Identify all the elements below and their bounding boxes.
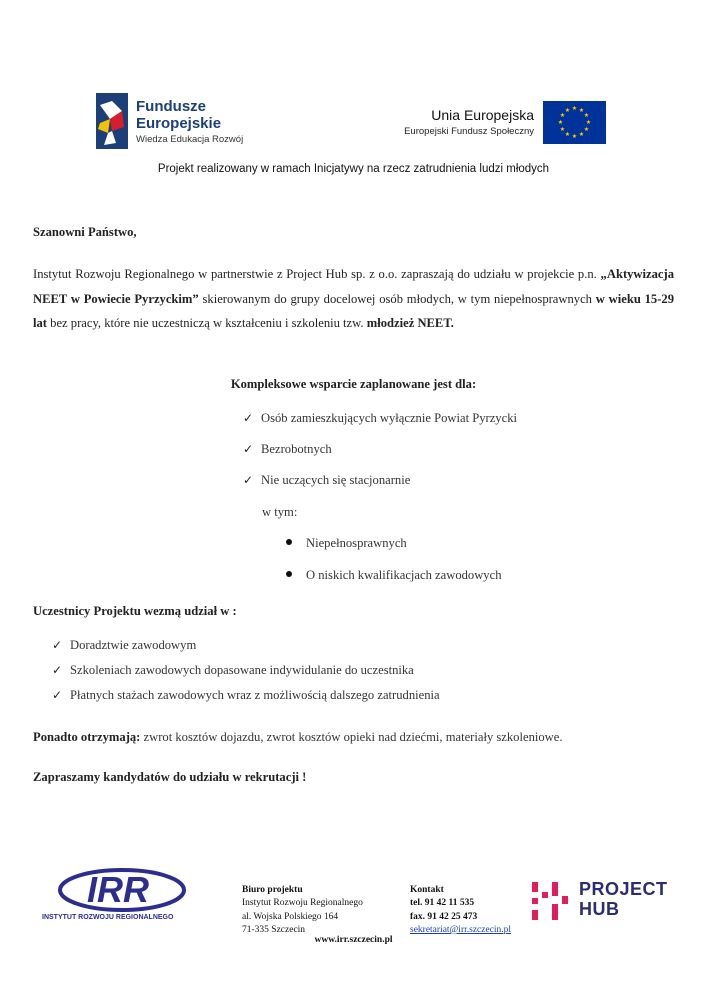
irr-name: INSTYTUT ROZWOJU REGIONALNEGO	[42, 914, 174, 921]
irr-logo	[40, 862, 190, 926]
svg-text:★: ★	[571, 133, 578, 140]
in-that-label: w tym:	[262, 505, 298, 519]
greeting: Szanowni Państwo,	[33, 225, 137, 239]
checkmark-icon: ✓	[52, 688, 63, 702]
closing-line: Zapraszamy kandydatów do udziału w rekrutacji !	[33, 770, 307, 784]
sub-item-label: Niepełnosprawnych	[306, 536, 407, 550]
fe-subtitle: Wiedza Edukacja Rozwój	[136, 134, 244, 145]
office-block	[242, 884, 363, 937]
support-item-label: Bezrobotnych	[261, 442, 332, 456]
participant-item-label: Płatnych stażach zawodowych wraz z możliwością dalszego zatrudnienia	[70, 688, 440, 702]
support-item	[243, 411, 517, 426]
contact-heading: Kontakt	[410, 885, 444, 895]
project-initiative-line: Projekt realizowany w ramach Inicjatywy na rzecz zatrudnienia ludzi młodych	[157, 163, 550, 175]
checkmark-icon: ✓	[243, 411, 254, 425]
svg-text:★: ★	[578, 131, 585, 138]
checkmark-icon: ✓	[52, 638, 63, 652]
contact-block	[410, 884, 511, 937]
intro-paragraph	[33, 262, 674, 336]
fe-title-1: Fundusze	[136, 98, 206, 115]
checkmark-icon: ✓	[52, 663, 63, 677]
fe-title-2: Europejskie	[136, 115, 222, 132]
website-link[interactable]: www.irr.szczecin.pl	[314, 935, 393, 945]
bonus-heading: Ponadto otrzymają:	[33, 730, 141, 744]
office-line: 71-335 Szczecin	[242, 924, 306, 935]
irr-mark: IRR	[87, 869, 149, 910]
project-hub-mark-icon	[532, 878, 572, 922]
bonus-text: zwrot kosztów dojazdu, zwrot kosztów opieki nad dziećmi, materiały szkoleniowe.	[140, 730, 563, 744]
participants-heading: Uczestnicy Projektu wezmą udział w :	[33, 604, 237, 618]
office-line: al. Wojska Polskiego 164	[242, 911, 339, 922]
support-item	[243, 442, 332, 457]
sub-item	[286, 568, 502, 583]
fe-flag-icon	[96, 93, 128, 149]
svg-text:★: ★	[585, 119, 592, 126]
ue-subtitle: Europejski Fundusz Społeczny	[404, 126, 534, 137]
svg-text:★: ★	[571, 105, 578, 112]
office-line: Instytut Rozwoju Regionalnego	[242, 898, 363, 909]
svg-text:★: ★	[578, 107, 585, 114]
support-item	[243, 473, 410, 488]
intro-text-2: skierowanym do grupy docelowej osób młodych, w tym niepełnosprawnych	[198, 291, 596, 306]
participant-item-label: Szkoleniach zawodowych dopasowane indywidulanie do uczestnika	[70, 663, 414, 677]
project-hub-line2: HUB	[579, 899, 620, 919]
intro-text-1: Instytut Rozwoju Regionalnego w partnerstwie z Project Hub sp. z o.o. zapraszają do udziału w projekcie p.n.	[33, 267, 601, 281]
svg-text:★: ★	[559, 112, 566, 119]
bullet-icon	[286, 571, 292, 577]
age-range: w wieku 15-29 lat	[33, 291, 675, 330]
intro-text-3: bez pracy, które nie uczestniczą w kształceniu i szkoleniu tzw.	[47, 316, 367, 330]
checkmark-icon: ✓	[243, 473, 254, 487]
checkmark-icon: ✓	[243, 442, 254, 456]
svg-text:★: ★	[564, 131, 571, 138]
unia-europejska-logo	[380, 101, 606, 146]
sub-item	[286, 536, 407, 551]
bonus-paragraph	[33, 725, 563, 750]
svg-text:★: ★	[557, 119, 564, 126]
office-heading: Biuro projektu	[242, 885, 303, 895]
neet-term: młodzież NEET.	[366, 316, 454, 330]
bullet-icon	[286, 539, 292, 545]
ue-title: Unia Europejska	[431, 107, 534, 123]
project-name: „Aktywizacja NEET w Powiecie Pyrzyckim”	[33, 267, 674, 306]
participant-item-label: Doradztwie zawodowym	[70, 638, 197, 652]
support-item-label: Osób zamieszkujących wyłącznie Powiat Pyrzycki	[261, 411, 517, 425]
project-hub-logo	[532, 878, 672, 924]
irr-swoosh-icon	[40, 862, 190, 912]
svg-text:★: ★	[564, 107, 571, 114]
contact-tel: tel. 91 42 11 535	[410, 898, 475, 909]
participant-item	[52, 663, 414, 678]
contact-email-link[interactable]: sekretariat@irr.szczecin.pl	[410, 924, 512, 935]
fundusze-europejskie-logo	[96, 93, 266, 151]
project-hub-line1: PROJECT	[579, 879, 668, 899]
support-heading: Kompleksowe wsparcie zaplanowane jest dla:	[230, 377, 477, 391]
participant-item	[52, 638, 196, 653]
svg-text:★: ★	[559, 126, 566, 133]
participant-item	[52, 688, 440, 703]
svg-text:★: ★	[583, 126, 590, 133]
sub-item-label: O niskich kwalifikacjach zawodowych	[306, 568, 502, 582]
support-item-label: Nie uczących się stacjonarnie	[261, 473, 411, 487]
contact-fax: fax. 91 42 25 473	[410, 911, 478, 922]
eu-flag-icon	[543, 101, 606, 144]
svg-text:★: ★	[583, 112, 590, 119]
